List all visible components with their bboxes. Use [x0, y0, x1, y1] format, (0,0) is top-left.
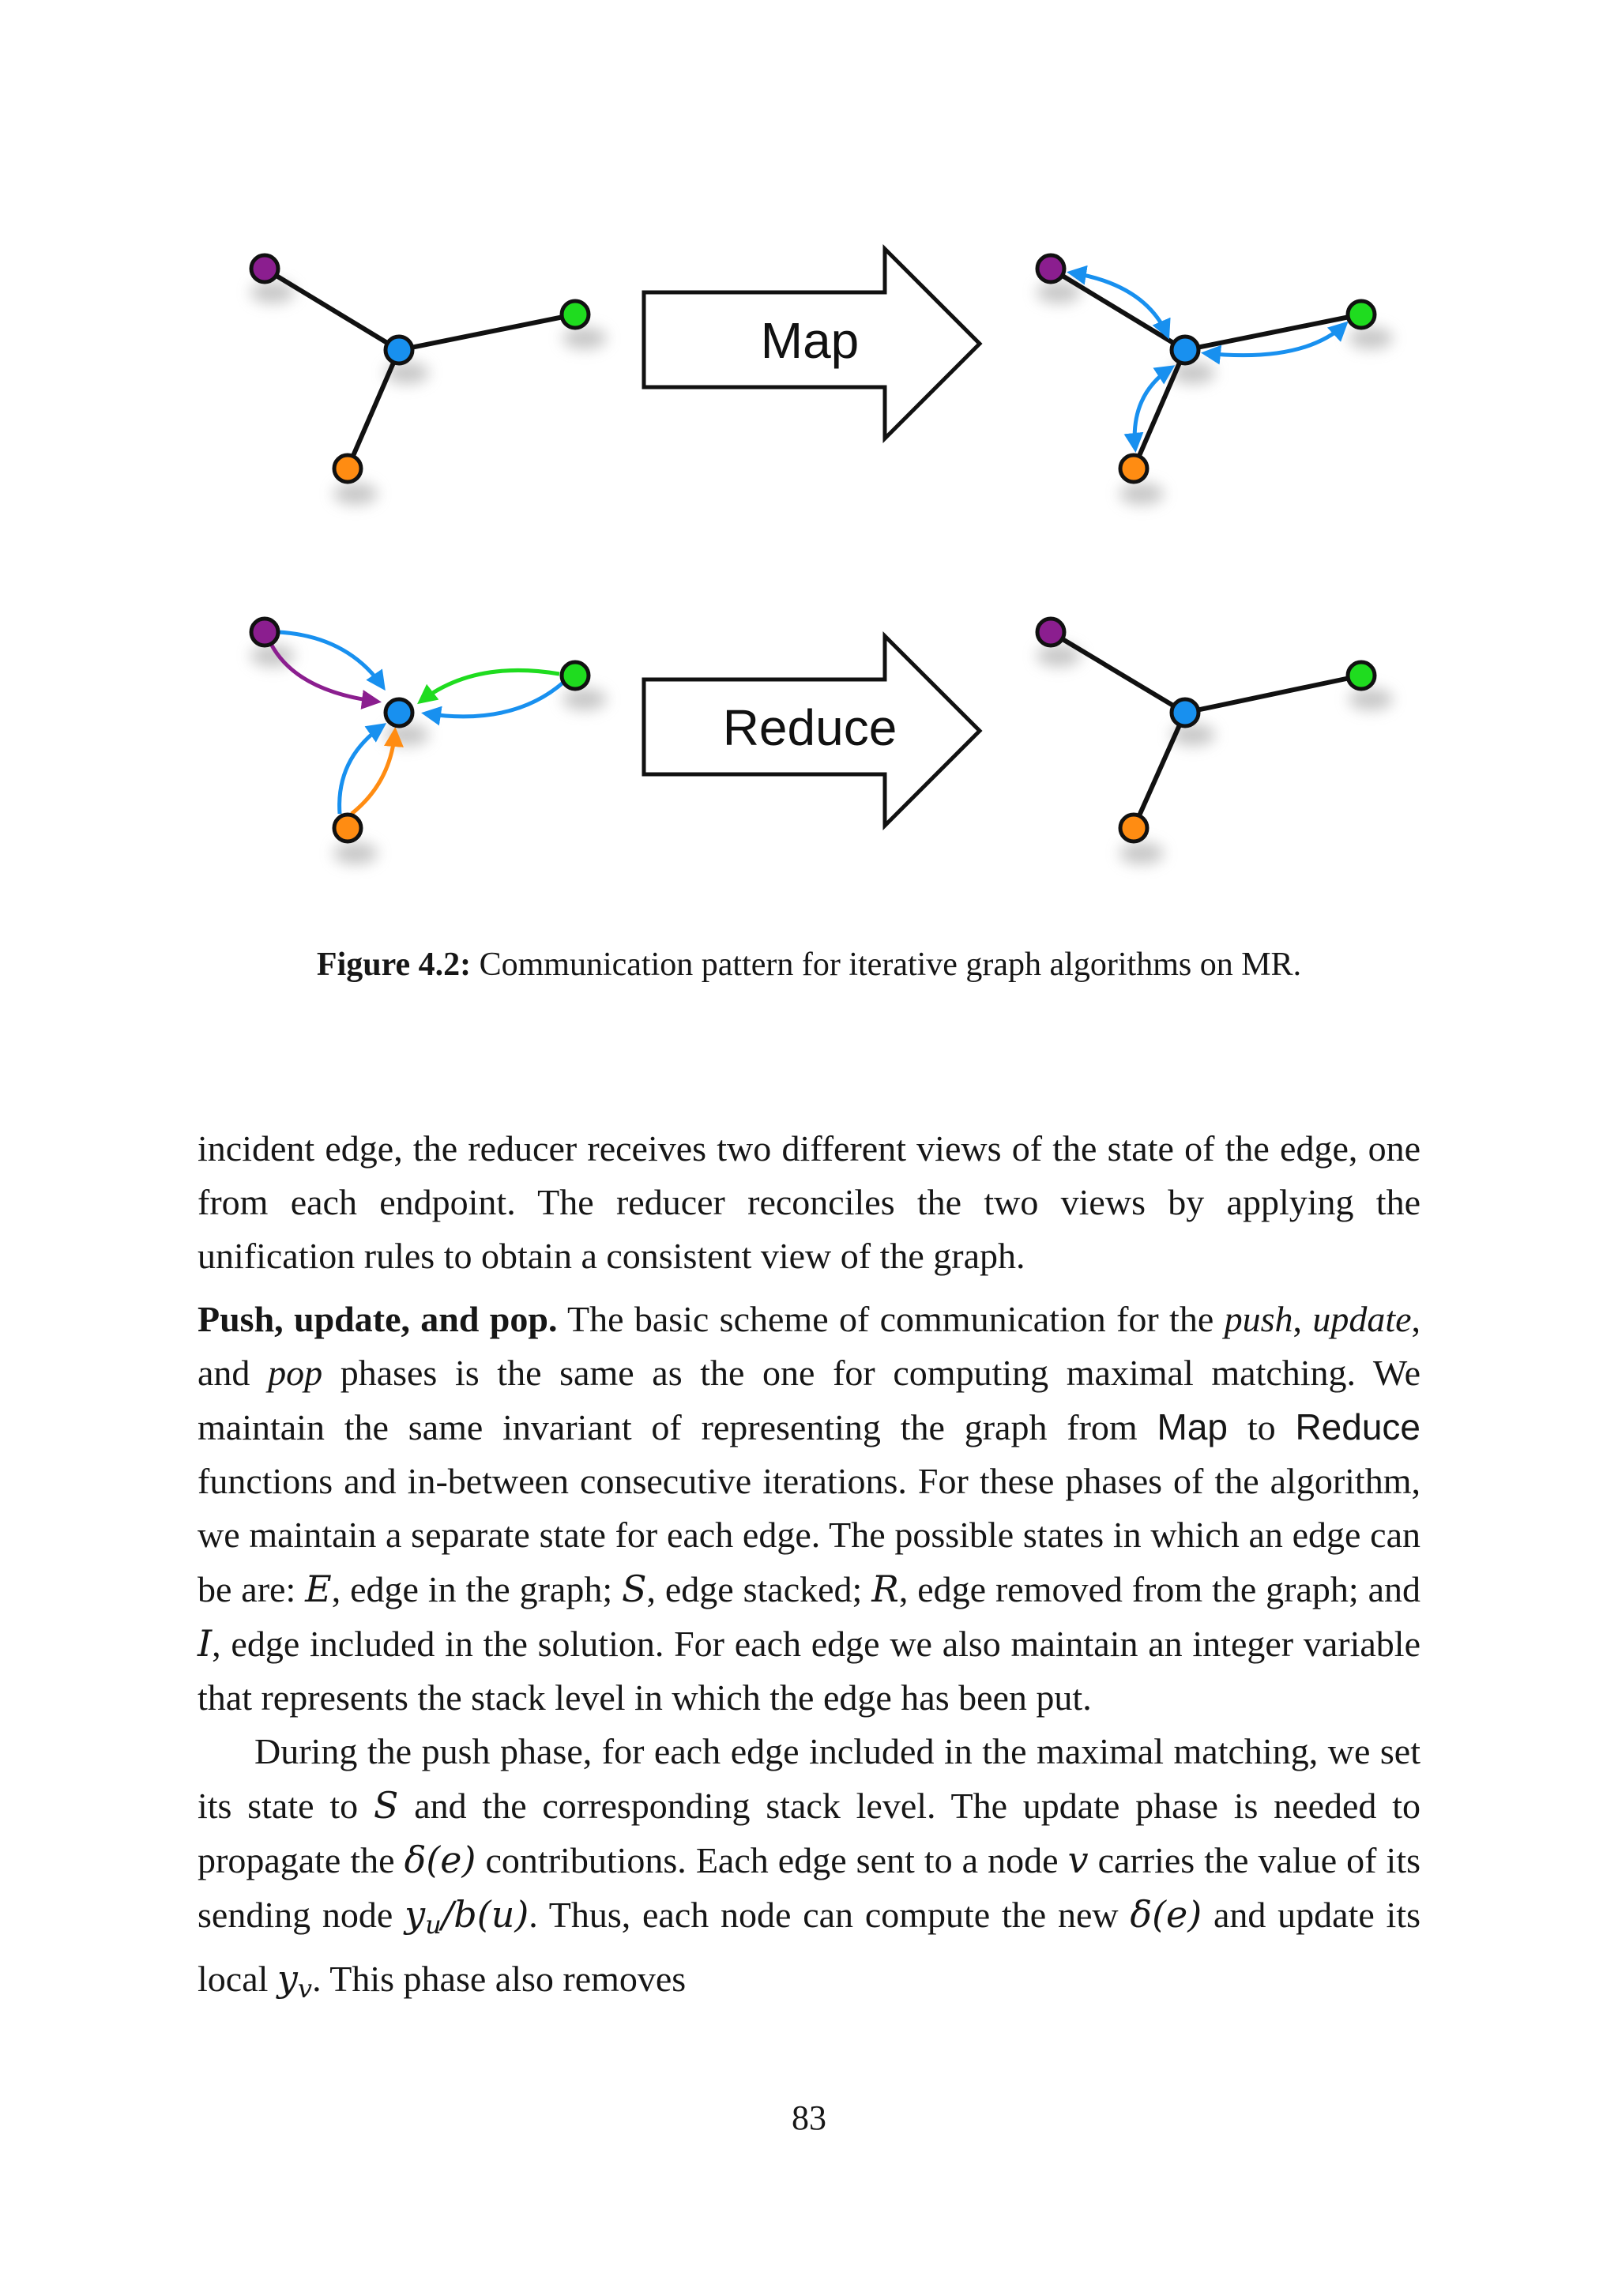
node-green — [1348, 662, 1375, 689]
node-purple — [251, 619, 278, 646]
node-blue — [1172, 337, 1198, 363]
node-orange — [334, 455, 361, 482]
reduce-arrow — [644, 636, 980, 826]
map-label: Map — [760, 312, 860, 369]
message-arrow-purple-blue — [1071, 273, 1168, 336]
node-orange — [1120, 815, 1147, 841]
body-text — [198, 1122, 1420, 2016]
paragraph-lead: Push, update, and pop. — [198, 1299, 558, 1339]
node-orange — [1120, 455, 1147, 482]
node-blue — [1172, 699, 1198, 726]
node-blue — [386, 337, 412, 363]
message-arrow-green-in — [420, 670, 559, 702]
reduce-label: Reduce — [722, 699, 897, 756]
node-green — [562, 301, 589, 328]
caption-label: Figure 4.2: — [316, 947, 472, 983]
node-orange — [334, 815, 361, 841]
map-function-name: Map — [1157, 1406, 1229, 1447]
reduce-function-name: Reduce — [1295, 1406, 1420, 1447]
graph-after-reduce — [1037, 619, 1393, 864]
node-green — [1348, 301, 1375, 328]
message-arrow-blue-from-purple — [278, 632, 383, 687]
map-arrow — [644, 249, 980, 438]
paragraph-2: Push, update, and pop. The basic scheme of communication for the push, update, and pop phases is the same as the one for computing maximal matching. We maintain the same invariant of representing the graph from Map to Reduce functions and in-between consecutive iterations. For these phases of the algorithm, we maintain a separate state for each edge. The possible states in which an edge can be are: E, edge in the graph; S, edge stacked; R, edge removed from the graph; and I, edge included in the solution. For each edge we also maintain an integer variable that represents the stack level in which the edge has been put. — [198, 1299, 1421, 1718]
graph-before-map — [250, 255, 607, 505]
message-arrow-orange-in — [352, 731, 395, 814]
node-purple — [251, 255, 278, 282]
message-arrow-blue-from-orange — [340, 725, 383, 814]
figure-4-2 — [0, 0, 1618, 917]
yv: $y_v$ — [277, 1957, 313, 2004]
caption-text: Communication pattern for iterative graph algorithms on MR. — [471, 947, 1302, 983]
graph-before-reduce — [250, 619, 607, 864]
node-green — [562, 662, 589, 689]
figure-caption — [0, 944, 1618, 985]
node-purple — [1037, 619, 1064, 646]
paragraph-1: incident edge, the reducer receives two different views of the state of the edge, one from each endpoint. The reducer reconciles the two views by applying the unification rules to obtain a consistent view of the graph. — [198, 1128, 1420, 1276]
page-number: 83 — [792, 2098, 826, 2137]
paragraph-3: During the push phase, for each edge included in the maximal matching, we set its state to S and the corresponding stack level. The update phase is needed to propagate the δ(e) contributions. Each edge sent to a node v carries the value of its sending node $y_u/b(u)$. Thus, each node can compute the new δ(e) and update its local $y_v$. This phase also removes — [198, 1731, 1421, 2004]
message-arrow-blue-orange — [1134, 367, 1172, 449]
yu-over-bu: $y_u/b(u)$ — [404, 1893, 529, 1940]
node-purple — [1037, 255, 1064, 282]
node-blue — [386, 699, 412, 726]
graph-after-map — [1037, 255, 1393, 505]
